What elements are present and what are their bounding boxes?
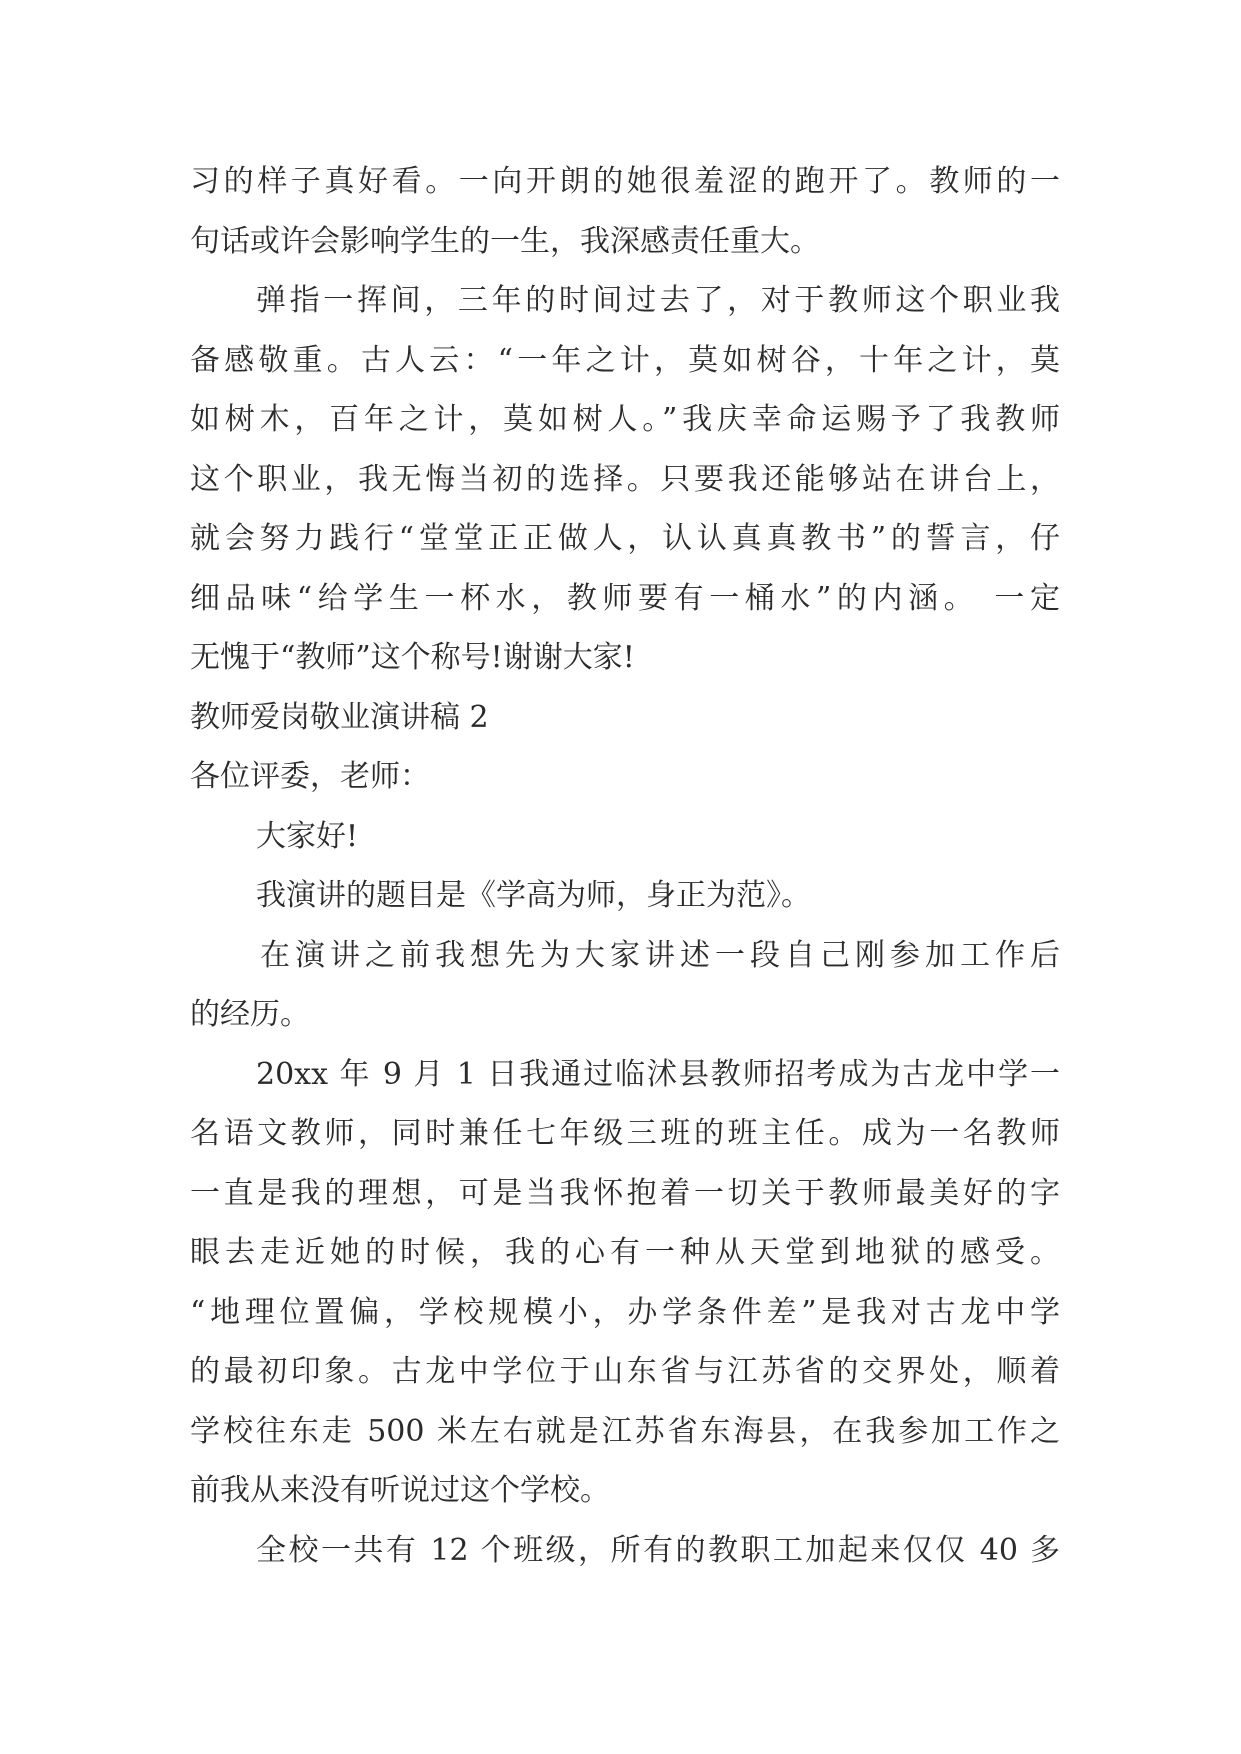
text-line: 一直是我的理想，可是当我怀抱着一切关于教师最美好的字 <box>190 1175 1060 1211</box>
text-line: 我演讲的题目是《学高为师，身正为范》。 <box>256 878 811 913</box>
text-line: “地理位置偏，学校规模小，办学条件差”是我对古龙中学 <box>190 1294 1060 1330</box>
text-line: 弹指一挥间，三年的时间过去了，对于教师这个职业我 <box>256 283 1060 318</box>
text-line: 的最初印象。古龙中学位于山东省与江苏省的交界处，顺着 <box>190 1354 1060 1389</box>
text-line: 全校一共有 12 个班级，所有的教职工加起来仅仅 40 多 <box>256 1532 1060 1568</box>
text-line: 细品味“给学生一杯水，教师要有一桶水”的内涵。 一定 <box>190 580 1060 616</box>
text-line: 这个职业，我无悔当初的选择。只要我还能够站在讲台上， <box>190 461 1060 497</box>
text-line: 如树木，百年之计，莫如树人。”我庆幸命运赐予了我教师 <box>190 402 1060 437</box>
text-line: 习的样子真好看。一向开朗的她很羞涩的跑开了。教师的一 <box>190 164 1060 199</box>
text-line: 备感敬重。古人云：“一年之计，莫如树谷，十年之计，莫 <box>190 342 1060 378</box>
text-line: 的经历。 <box>190 997 310 1032</box>
document-body <box>190 152 1060 1580</box>
salutation: 各位评委，老师： <box>190 759 430 794</box>
text-line: 学校往东走 500 米左右就是江苏省东海县，在我参加工作之 <box>190 1413 1060 1449</box>
text-line: 眼去走近她的时候，我的心有一种从天堂到地狱的感受。 <box>190 1235 1060 1270</box>
text-line: 名语文教师，同时兼任七年级三班的班主任。成为一名教师 <box>190 1116 1060 1151</box>
text-line: 20xx 年 9 月 1 日我通过临沭县教师招考成为古龙中学一 <box>256 1056 1060 1092</box>
text-line: 句话或许会影响学生的一生，我深感责任重大。 <box>190 223 820 259</box>
greeting: 大家好! <box>256 818 359 854</box>
text-line: 就会努力践行“堂堂正正做人，认认真真教书”的誓言，仔 <box>190 521 1060 556</box>
text-line: 在演讲之前我想先为大家讲述一段自己刚参加工作后 <box>260 937 1060 973</box>
text-line: 无愧于“教师”这个称号!谢谢大家! <box>190 640 635 675</box>
section-heading: 教师爱岗敬业演讲稿 2 <box>190 699 489 735</box>
text-line: 前我从来没有听说过这个学校。 <box>190 1473 610 1508</box>
